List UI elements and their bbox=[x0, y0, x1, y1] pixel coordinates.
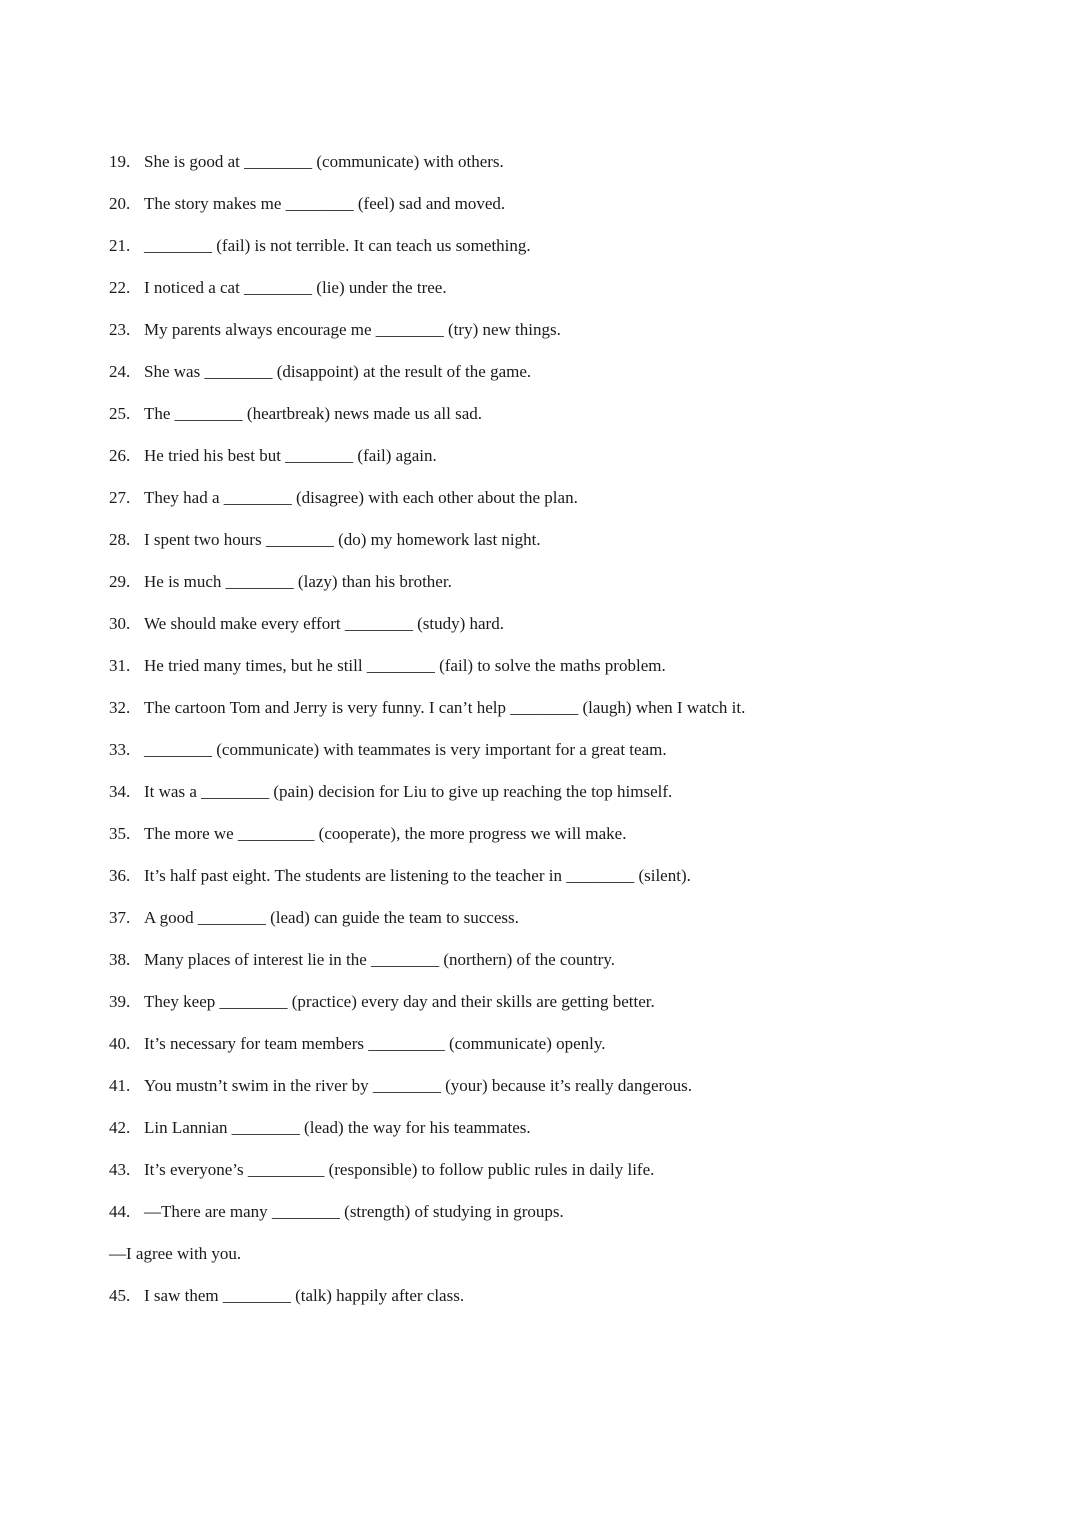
question-number: 30. bbox=[109, 614, 131, 633]
question-text: He tried his best but ________ (fail) again. bbox=[144, 446, 437, 465]
question-number: 32. bbox=[109, 698, 131, 717]
question-number: 38. bbox=[109, 950, 131, 969]
question-number: 29. bbox=[109, 572, 131, 591]
question-number: 22. bbox=[109, 278, 131, 297]
question-text: I saw them ________ (talk) happily after class. bbox=[144, 1286, 465, 1305]
question-number: 19. bbox=[109, 152, 131, 171]
question-number: 33. bbox=[109, 740, 131, 759]
question-27 bbox=[109, 485, 578, 511]
question-text: She was ________ (disappoint) at the result of the game. bbox=[144, 362, 532, 381]
question-37 bbox=[109, 905, 519, 931]
question-32 bbox=[109, 695, 745, 721]
question-20 bbox=[109, 191, 505, 217]
question-number: 45. bbox=[109, 1286, 131, 1305]
question-number: 20. bbox=[109, 194, 131, 213]
question-text: The cartoon Tom and Jerry is very funny. I can’t help ________ (laugh) when I watch it. bbox=[144, 698, 746, 717]
question-number: 34. bbox=[109, 782, 131, 801]
question-number: 27. bbox=[109, 488, 131, 507]
question-number: 40. bbox=[109, 1034, 131, 1053]
question-number: 23. bbox=[109, 320, 131, 339]
question-number: 35. bbox=[109, 824, 131, 843]
question-number: 26. bbox=[109, 446, 131, 465]
question-44-reply: —I agree with you. bbox=[109, 1244, 242, 1263]
question-22 bbox=[109, 275, 447, 301]
question-21 bbox=[109, 233, 531, 259]
question-text: ________ (communicate) with teammates is very important for a great team. bbox=[144, 740, 667, 759]
question-number: 39. bbox=[109, 992, 131, 1011]
question-44 bbox=[109, 1199, 564, 1225]
question-text: We should make every effort ________ (study) hard. bbox=[144, 614, 504, 633]
question-number: 28. bbox=[109, 530, 131, 549]
question-45 bbox=[109, 1283, 464, 1309]
question-text: I spent two hours ________ (do) my homework last night. bbox=[144, 530, 541, 549]
question-35 bbox=[109, 821, 626, 847]
question-number: 25. bbox=[109, 404, 131, 423]
question-39 bbox=[109, 989, 655, 1015]
question-19 bbox=[109, 149, 504, 175]
question-24 bbox=[109, 359, 531, 385]
question-text: Many places of interest lie in the ________ (northern) of the country. bbox=[144, 950, 615, 969]
question-38 bbox=[109, 947, 615, 973]
question-text: It’s necessary for team members _________ (communicate) openly. bbox=[144, 1034, 606, 1053]
question-text: It’s half past eight. The students are listening to the teacher in ________ (silent). bbox=[144, 866, 691, 885]
question-23 bbox=[109, 317, 561, 343]
question-30 bbox=[109, 611, 504, 637]
question-40 bbox=[109, 1031, 606, 1057]
question-text: The ________ (heartbreak) news made us all sad. bbox=[144, 404, 482, 423]
question-text: It’s everyone’s _________ (responsible) to follow public rules in daily life. bbox=[144, 1160, 655, 1179]
question-text: My parents always encourage me ________ (try) new things. bbox=[144, 320, 561, 339]
question-number: 43. bbox=[109, 1160, 131, 1179]
question-text: The story makes me ________ (feel) sad and moved. bbox=[144, 194, 506, 213]
question-25 bbox=[109, 401, 482, 427]
question-text: The more we _________ (cooperate), the more progress we will make. bbox=[144, 824, 627, 843]
question-number: 24. bbox=[109, 362, 131, 381]
question-number: 42. bbox=[109, 1118, 131, 1137]
question-text: I noticed a cat ________ (lie) under the tree. bbox=[144, 278, 447, 297]
question-text: ________ (fail) is not terrible. It can teach us something. bbox=[144, 236, 531, 255]
question-text: They keep ________ (practice) every day and their skills are getting better. bbox=[144, 992, 655, 1011]
question-41 bbox=[109, 1073, 692, 1099]
question-36 bbox=[109, 863, 691, 889]
question-number: 31. bbox=[109, 656, 131, 675]
question-number: 36. bbox=[109, 866, 131, 885]
question-34 bbox=[109, 779, 672, 805]
question-text: You mustn’t swim in the river by ________ (your) because it’s really dangerous. bbox=[144, 1076, 693, 1095]
question-text: Lin Lannian ________ (lead) the way for his teammates. bbox=[144, 1118, 531, 1137]
question-26 bbox=[109, 443, 437, 469]
question-number: 41. bbox=[109, 1076, 131, 1095]
question-number: 44. bbox=[109, 1202, 131, 1221]
question-28 bbox=[109, 527, 541, 553]
question-text: She is good at ________ (communicate) with others. bbox=[144, 152, 504, 171]
question-29 bbox=[109, 569, 452, 595]
question-text: —There are many ________ (strength) of studying in groups. bbox=[144, 1202, 564, 1221]
question-text: It was a ________ (pain) decision for Liu to give up reaching the top himself. bbox=[144, 782, 673, 801]
question-number: 37. bbox=[109, 908, 131, 927]
question-text: He tried many times, but he still ________ (fail) to solve the maths problem. bbox=[144, 656, 666, 675]
question-number: 21. bbox=[109, 236, 131, 255]
question-31 bbox=[109, 653, 666, 679]
question-33 bbox=[109, 737, 667, 763]
question-text: A good ________ (lead) can guide the team to success. bbox=[144, 908, 519, 927]
question-43 bbox=[109, 1157, 654, 1183]
question-42 bbox=[109, 1115, 531, 1141]
question-text: He is much ________ (lazy) than his brother. bbox=[144, 572, 452, 591]
question-text: They had a ________ (disagree) with each other about the plan. bbox=[144, 488, 578, 507]
